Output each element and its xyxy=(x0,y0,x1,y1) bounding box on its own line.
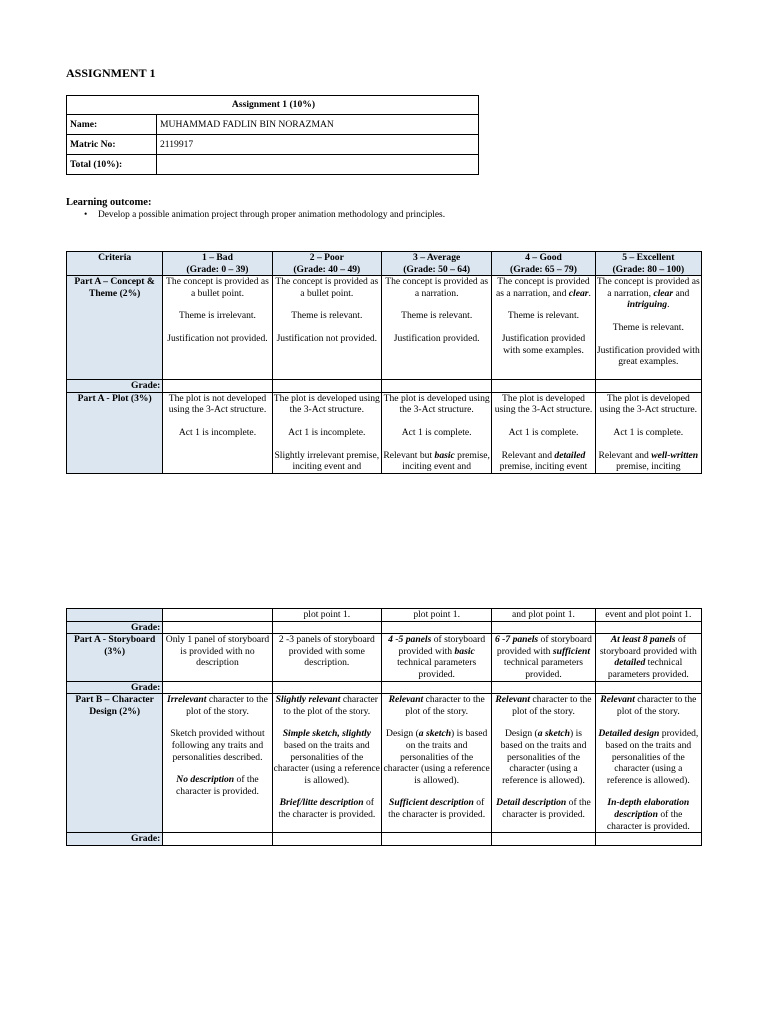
matric-label: Matric No: xyxy=(67,135,157,155)
grade-cell[interactable] xyxy=(595,380,701,393)
bullet-icon: • xyxy=(84,210,88,220)
rubric-table-part1 xyxy=(66,251,702,474)
header-good: 4 – Good (Grade: 65 – 79) xyxy=(492,252,595,276)
storyboard-bad: Only 1 panel of storyboard is provided with no description xyxy=(163,634,272,681)
grade-cell[interactable] xyxy=(163,833,272,846)
concept-good: The concept is provided as a narration, and clear. Theme is relevant. Justification provided with some examples. xyxy=(492,276,595,380)
storyboard-excellent: At least 8 panels of storyboard provided with detailed technical parameters provided. xyxy=(595,634,701,681)
grade-label: Grade: xyxy=(67,681,163,694)
grade-cell[interactable] xyxy=(595,833,701,846)
learning-outcome-list xyxy=(66,210,445,220)
concept-average: The concept is provided as a narration. Theme is relevant. Justification provided. xyxy=(381,276,491,380)
grade-cell[interactable] xyxy=(272,380,381,393)
grade-cell[interactable] xyxy=(163,621,272,634)
grade-cell[interactable] xyxy=(492,833,595,846)
grade-cell[interactable] xyxy=(163,681,272,694)
grade-label: Grade: xyxy=(67,380,163,393)
plot-grade-row xyxy=(67,621,702,634)
grade-cell[interactable] xyxy=(492,681,595,694)
grade-cell[interactable] xyxy=(595,621,701,634)
grade-label: Grade: xyxy=(67,833,163,846)
grade-cell[interactable] xyxy=(381,380,491,393)
header-poor: 2 – Poor (Grade: 40 – 49) xyxy=(272,252,381,276)
matric-value: 2119917 xyxy=(157,135,479,155)
plot-continued-average: plot point 1. xyxy=(381,609,491,622)
total-value xyxy=(157,155,479,175)
character-good: Relevant character to the plot of the story. Design (a sketch) is based on the traits and personalities of the character (using a reference is allowed). Detail description of the character is provided. xyxy=(492,694,595,833)
total-label: Total (10%): xyxy=(67,155,157,175)
grade-cell[interactable] xyxy=(381,681,491,694)
info-table-header: Assignment 1 (10%) xyxy=(67,96,479,115)
storyboard-row xyxy=(67,634,702,681)
concept-poor: The concept is provided as a bullet point. Theme is relevant. Justification not provided. xyxy=(272,276,381,380)
rubric-header-row xyxy=(67,252,702,276)
plot-continued-bad xyxy=(163,609,272,622)
plot-average: The plot is developed using the 3-Act structure. Act 1 is complete. Relevant but basic premise, inciting event and xyxy=(383,392,490,473)
document-title: ASSIGNMENT 1 xyxy=(66,66,156,80)
name-value: MUHAMMAD FADLIN BIN NORAZMAN xyxy=(157,115,479,135)
grade-cell[interactable] xyxy=(492,380,595,393)
storyboard-good: 6 -7 panels of storyboard provided with sufficient technical parameters provided. xyxy=(492,634,595,681)
character-average: Relevant character to the plot of the story. Design (a sketch) is based on the traits and personalities of the character (using a reference is allowed). Sufficient description of the character is provided. xyxy=(381,694,491,833)
grade-cell[interactable] xyxy=(492,621,595,634)
criteria-storyboard: Part A - Storyboard (3%) xyxy=(67,634,163,681)
plot-poor: The plot is developed using the 3-Act structure. Act 1 is incomplete. Slightly irrelevant premise, inciting event and xyxy=(273,392,380,473)
plot-continued-excellent: event and plot point 1. xyxy=(595,609,701,622)
concept-excellent: The concept is provided as a narration, clear and intriguing. Theme is relevant. Justification provided with great examples. xyxy=(595,276,701,380)
grade-cell[interactable] xyxy=(163,380,272,393)
plot-good: The plot is developed using the 3-Act structure. Act 1 is complete. Relevant and detailed premise, inciting event xyxy=(492,392,595,473)
header-bad: 1 – Bad (Grade: 0 – 39) xyxy=(163,252,272,276)
grade-label: Grade: xyxy=(67,621,163,634)
plot-continued-poor: plot point 1. xyxy=(272,609,381,622)
grade-cell[interactable] xyxy=(381,621,491,634)
concept-row xyxy=(67,276,702,380)
criteria-character: Part B – Character Design (2%) xyxy=(67,694,163,833)
criteria-plot: Part A - Plot (3%) xyxy=(67,392,163,473)
storyboard-poor: 2 -3 panels of storyboard provided with some description. xyxy=(272,634,381,681)
learning-outcome-item: Develop a possible animation project through proper animation methodology and principles. xyxy=(98,210,446,220)
plot-row xyxy=(67,392,702,473)
name-label: Name: xyxy=(67,115,157,135)
learning-outcome-heading: Learning outcome: xyxy=(66,197,152,208)
storyboard-average: 4 -5 panels of storyboard provided with basic technical parameters provided. xyxy=(381,634,491,681)
character-excellent: Relevant character to the plot of the story. Detailed design provided, based on the traits and personalities of the character (using a reference is allowed). In-depth elaboration description of the character is provided. xyxy=(595,694,701,833)
grade-cell[interactable] xyxy=(595,681,701,694)
grade-cell[interactable] xyxy=(272,681,381,694)
character-poor: Slightly relevant character to the plot of the story. Simple sketch, slightly based on the traits and personalities of the character (using a reference is allowed). Brief/litte description of the character is provided. xyxy=(272,694,381,833)
character-grade-row xyxy=(67,833,702,846)
concept-grade-row xyxy=(67,380,702,393)
grade-cell[interactable] xyxy=(381,833,491,846)
criteria-concept: Part A – Concept & Theme (2%) xyxy=(67,276,163,380)
storyboard-grade-row xyxy=(67,681,702,694)
plot-continued-criteria xyxy=(67,609,163,622)
plot-bad: The plot is not developed using the 3-Act structure. Act 1 is incomplete. xyxy=(163,392,272,473)
plot-continued-good: and plot point 1. xyxy=(492,609,595,622)
plot-continued-row xyxy=(67,609,702,622)
character-bad: Irrelevant character to the plot of the story. Sketch provided without following any traits and personalities described. No description of the character is provided. xyxy=(163,694,272,833)
grade-cell[interactable] xyxy=(272,833,381,846)
header-criteria: Criteria xyxy=(67,252,163,276)
grade-cell[interactable] xyxy=(272,621,381,634)
header-average: 3 – Average (Grade: 50 – 64) xyxy=(381,252,491,276)
rubric-table-part2 xyxy=(66,608,702,846)
plot-excellent: The plot is developed using the 3-Act structure. Act 1 is complete. Relevant and well-written premise, inciting xyxy=(595,392,701,473)
character-row xyxy=(67,694,702,833)
header-excellent: 5 – Excellent (Grade: 80 – 100) xyxy=(595,252,701,276)
concept-bad: The concept is provided as a bullet point. Theme is irrelevant. Justification not provided. xyxy=(163,276,272,380)
student-info-table xyxy=(66,95,479,175)
